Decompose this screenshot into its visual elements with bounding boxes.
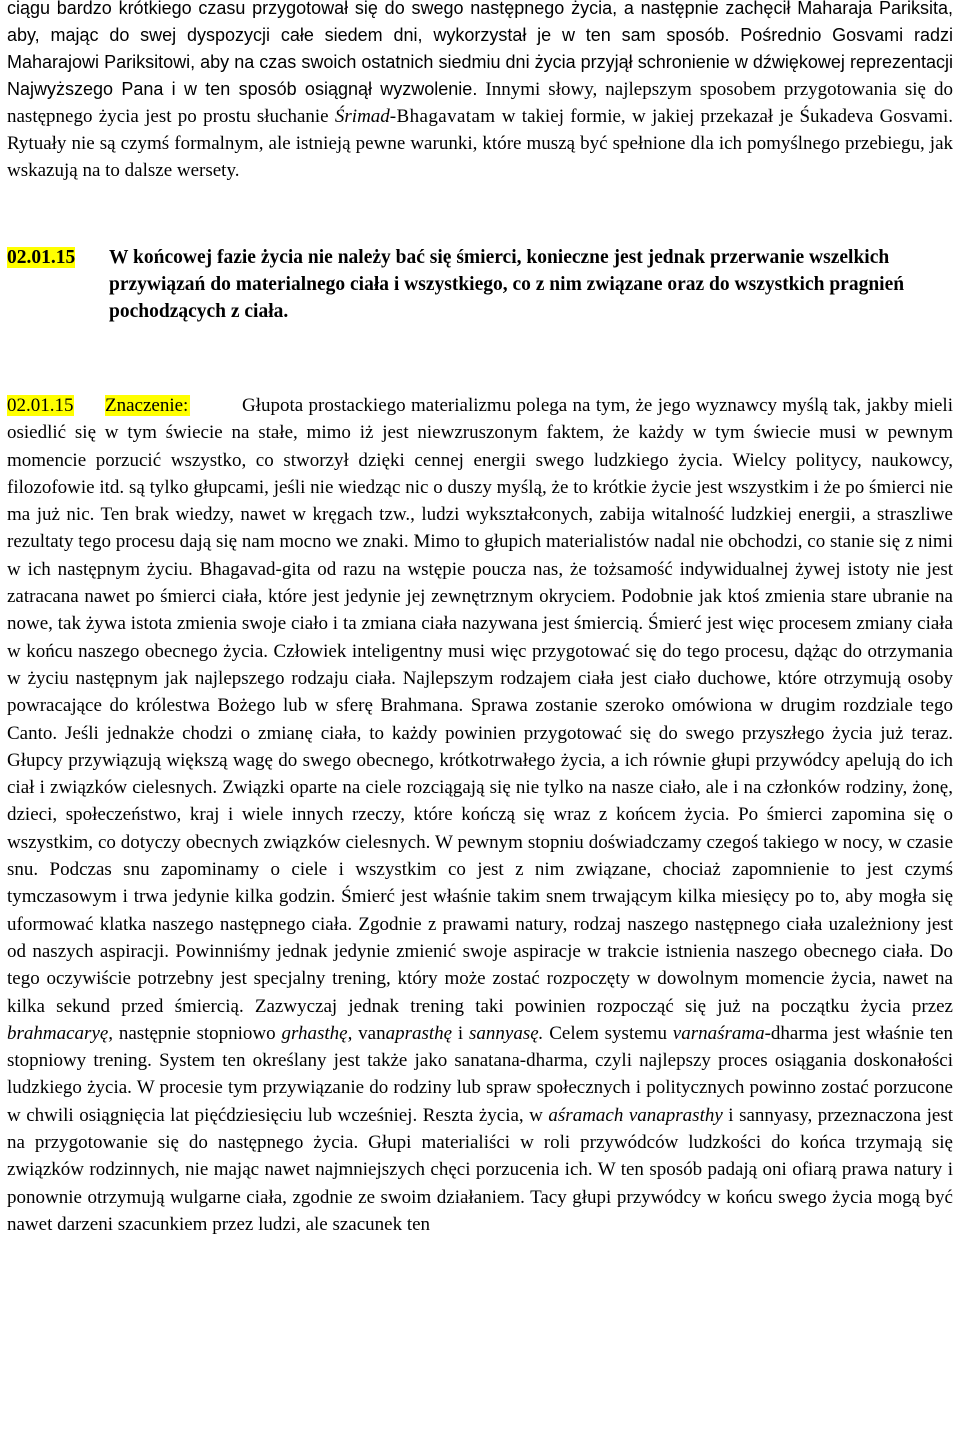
purport-italic-1: brahmacaryę, — [7, 1022, 114, 1044]
purport-label: Znaczenie: — [105, 395, 189, 416]
intro-text-3: w takiej formie, w jakiej przekazał je Śukadeva Gosvami. Rytuały nie są czymś formalnym, ale istnieją pewne warunki, które muszą być spełnione dla ich pomyślnego przebiegu, jak wskazują na to dalsze wersety. — [7, 106, 953, 181]
purport-italic-3: aprasthę — [385, 1022, 453, 1044]
purport-text-1: Głupota prostackiego materializmu polega na tym, że jego wyznawcy myślą tak, jakby mieli osiedlić się w tym świecie na stałe, mimo iż jest niewzruszonym faktem, że każdy w tym świecie musi w pewnym momencie porzucić wszystko, co stworzył dzięki cennej energii swego ludzkiego życia. Wielcy politycy, naukowcy, filozofowie itd. są tylko głupcami, jeśli nie wiedząc nic o duszy myślą, że to krótkie życie jest wszystkim i że po śmierci nie ma już nic. Ten brak wiedzy, nawet w kręgach tzw., ludzi wykształconych, zabija witalność ludzkiej energii, a straszliwe rezultaty tego procesu dają się nam mocno we znaki. Mimo to głupich materialistów nadal nie obchodzi, co stanie się z nimi w ich następnym życiu. Bhagavad-gita od razu na wstępie poucza nas, że tożsamość indywidualnej żywej istoty nie jest zatracana nawet po śmierci ciała, które jest jedynie jej zewnętrznym okryciem. Podobnie jak ktoś zmienia stare ubranie na nowe, tak żywa istota zmienia swoje ciało i ta zmiana ciała nazywana jest śmiercią. Śmierć jest więc procesem zmiany ciała w końcu naszego obecnego życia. Człowiek inteligentny musi więc przygotować się do tego procesu, dążąc do otrzymania w życiu następnym jak najlepszego rodzaju ciała. Najlepszym rodzajem ciała jest ciało duchowe, które otrzymują osoby powracające do królestwa Bożego lub w sferę Brahmana. Sprawa zostanie szeroko omówiona w drugim rozdziale tego Canto. Jeśli jednakże chodzi o zmianę ciała, to każdy powinien przygotować się do swego przyszłego życia już teraz. Głupcy przywiązują większą wagę do swego obecnego, krótkotrwałego życia, a ich równie głupi przywódcy apelują do ich ciał i związków cielesnych. Związki oparte na ciele rozciągają się nie tylko na nasze ciało, ale i na członków rodziny, żonę, dzieci, społeczeństwo, kraj i wiele innych rzeczy, które kończą się wraz z końcem życia. Po śmierci zapomina się o wszystkim, co dotyczy obecnych związków cielesnych. W pewnym stopniu doświadczamy czegoś takiego w nocy, w czasie snu. Podczas snu zapominamy o ciele i wszystkim co jest z nim związane, chociaż zapomnienie to jest czymś tymczasowym i trwa jedynie kilka godzin. Śmierć jest właśnie takim snem trwającym kilka miesięcy po to, aby mogła się uformować klatka naszego następnego ciała. Zgodnie z prawami natury, rodzaj naszego następnego ciała uzależniony jest od naszych aspiracji. Powinniśmy jednak jedynie zmienić swoje aspiracje w trakcie istnienia naszego obecnego ciała. Do tego oczywiście potrzebny jest specjalny trening, który może zostać rozpoczęty w dowolnym momencie życia, nawet na kilka sekund przed śmiercią. Zazwyczaj jednak trening taki powinien rozpocząć się już na początku życia przez — [7, 395, 953, 1017]
intro-text-2: Innymi słowy, najlepszym sposobem przygotowania się do następnego życia jest po prostu słuchanie — [7, 79, 953, 127]
bhagavatam-text: -Bhagavatam — [389, 106, 496, 127]
purport-text-4: i — [452, 1022, 470, 1044]
verse-block — [7, 244, 953, 325]
verse-number: 02.01.15 — [7, 247, 76, 268]
purport-text-2: następnie stopniowo — [113, 1022, 282, 1044]
purport-text-5: Celem systemu — [543, 1022, 673, 1044]
purport-italic-4: sannyasę. — [469, 1022, 544, 1044]
purport-italic-5: varnaśrama — [672, 1022, 765, 1044]
purport-italic-2: grhasthę, — [281, 1022, 353, 1044]
purport-italic-6: aśramach vanaprasthy — [548, 1104, 723, 1126]
purport-text-3: van — [352, 1022, 386, 1044]
intro-text-1: ciągu bardzo krótkiego czasu przygotował się do swego następnego życia, a następnie zachęcił Maharaja Pariksita, aby, mając do swej dyspozycji całe siedem dni, wykorzystał je w ten sam sposób. Pośrednio Gosvami radzi Maharajowi Pariksitowi, aby na czas swoich ostatnich siedmiu dni życia przyjął schronienie w dźwiękowej reprezentacji Najwyższego Pana i w ten sposób osiągnął wyzwolenie. — [7, 0, 953, 99]
purport-text-6: -dharma jest właśnie ten stopniowy trening. System ten określany jest także jako sanatana-dharma, czyli najlepszy proces osiągania doskonałości ludzkiego życia. W procesie tym przywiązanie do rodziny lub spraw społecznych i politycznych powinno zostać porzucone w chwili osiągnięcia lat pięćdziesięciu lub wcześniej. Reszta życia, w — [7, 1022, 953, 1126]
purport-text-7: i sannyasy, przeznaczona jest na przygotowanie się do następnego życia. Głupi materialiści w roli przywódców ludzkości do końca trzymają się związków rodzinnych, nie mając nawet najmniejszych chęci porzucenia ich. W ten sposób padają oni ofiarą prawa natury i ponownie otrzymują wulgarne ciała, zgodnie ze swoim działaniem. Tacy głupi przywódcy w końcu swego życia mogą być nawet darzeni szacunkiem przez ludzi, ale szacunek ten — [7, 1104, 953, 1235]
srimad-italic: Śrimad — [334, 106, 390, 127]
purport-number: 02.01.15 — [7, 395, 74, 416]
verse-text: W końcowej fazie życia nie należy bać się śmierci, konieczne jest jednak przerwanie wszelkich przywiązań do materialnego ciała i wszystkiego, co z nim związane oraz do wszystkich pragnień pochodzących z ciała. — [109, 247, 905, 322]
intro-paragraph — [7, 0, 953, 184]
purport-paragraph — [7, 392, 953, 1238]
